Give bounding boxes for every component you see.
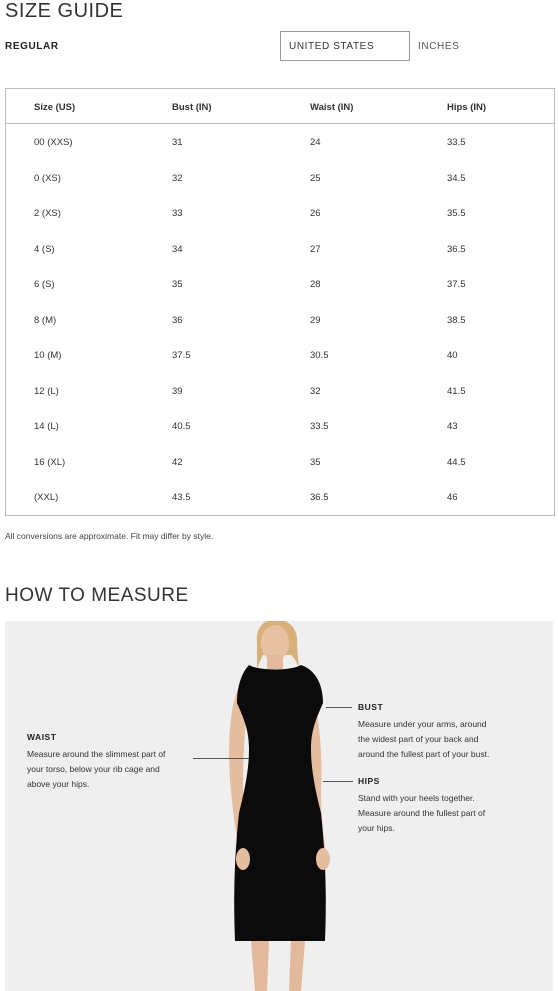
- cell-bust: 37.5: [172, 350, 191, 361]
- cell-size: 6 (S): [34, 279, 55, 290]
- cell-bust: 31: [172, 137, 183, 148]
- cell-hips: 36.5: [447, 243, 466, 255]
- cell-waist: 29: [310, 314, 321, 326]
- table-row: [6, 231, 554, 267]
- cell-size: 4 (S): [34, 243, 55, 255]
- cell-bust: 43.5: [172, 492, 191, 503]
- cell-waist: 24: [310, 137, 321, 148]
- hips-text: Stand with your heels together. Measure around the fullest part of your hips.: [358, 793, 486, 833]
- cell-size: 10 (M): [34, 350, 62, 361]
- cell-bust: 35: [172, 279, 183, 290]
- cell-size: 00 (XXS): [34, 137, 73, 148]
- region-select[interactable]: [280, 31, 410, 61]
- cell-waist: 27: [310, 243, 321, 255]
- cell-hips: 44.5: [447, 456, 466, 468]
- conversion-note: All conversions are approximate. Fit may differ by style.: [5, 531, 214, 541]
- waist-text: Measure around the slimmest part of your torso, below your rib cage and above your hips.: [27, 749, 166, 789]
- cell-bust: 39: [172, 385, 183, 397]
- cell-waist: 28: [310, 279, 321, 290]
- table-row: [6, 337, 554, 373]
- cell-hips: 40: [447, 350, 458, 361]
- fit-label: REGULAR: [5, 41, 59, 52]
- cell-size: (XXL): [34, 492, 59, 503]
- waist-pointer-line: [193, 758, 249, 759]
- table-header: [6, 89, 554, 124]
- page-title: SIZE GUIDE: [5, 0, 124, 22]
- size-table: [5, 88, 555, 516]
- cell-bust: 40.5: [172, 421, 191, 432]
- header-waist: Waist (IN): [310, 102, 354, 113]
- cell-size: 0 (XS): [34, 172, 61, 184]
- measure-panel: [5, 621, 553, 991]
- cell-waist: 25: [310, 172, 321, 184]
- table-row: [6, 373, 554, 409]
- table-row: [6, 160, 554, 196]
- measure-title: HOW TO MEASURE: [5, 585, 189, 606]
- cell-hips: 37.5: [447, 279, 466, 290]
- cell-size: 16 (XL): [34, 456, 66, 468]
- cell-bust: 34: [172, 243, 183, 255]
- bust-text: Measure under your arms, around the widest part of your back and around the fullest part of your bust.: [358, 719, 490, 759]
- cell-bust: 42: [172, 456, 183, 468]
- cell-size: 12 (L): [34, 385, 59, 397]
- table-row: [6, 266, 554, 302]
- header-size: Size (US): [34, 102, 76, 113]
- cell-waist: 32: [310, 385, 321, 397]
- cell-bust: 33: [172, 208, 183, 219]
- table-row: [6, 302, 554, 338]
- cell-hips: 33.5: [447, 137, 466, 148]
- cell-hips: 34.5: [447, 172, 466, 184]
- cell-size: 8 (M): [34, 314, 57, 326]
- cell-size: 14 (L): [34, 421, 59, 432]
- table-row: [6, 444, 554, 480]
- table-row: [6, 408, 554, 444]
- cell-bust: 32: [172, 172, 183, 184]
- cell-waist: 26: [310, 208, 321, 219]
- table-row: [6, 195, 554, 231]
- cell-hips: 38.5: [447, 314, 466, 326]
- cell-waist: 30.5: [310, 350, 329, 361]
- cell-hips: 43: [447, 421, 458, 432]
- hips-label: HIPS: [358, 776, 380, 786]
- cell-bust: 36: [172, 314, 183, 326]
- unit-toggle-inches[interactable]: INCHES: [418, 41, 460, 52]
- cell-waist: 36.5: [310, 492, 329, 503]
- waist-label: WAIST: [27, 732, 57, 742]
- cell-hips: 41.5: [447, 385, 466, 397]
- table-row: [6, 479, 554, 515]
- hips-pointer-line: [323, 781, 353, 782]
- header-bust: Bust (IN): [172, 102, 212, 113]
- cell-waist: 33.5: [310, 421, 329, 432]
- region-select-value: UNITED STATES: [289, 40, 375, 52]
- cell-waist: 35: [310, 456, 321, 468]
- header-hips: Hips (IN): [447, 102, 487, 113]
- bust-label: BUST: [358, 702, 384, 712]
- cell-hips: 46: [447, 492, 458, 503]
- table-row: [6, 124, 554, 160]
- cell-hips: 35.5: [447, 208, 466, 219]
- bust-pointer-line: [326, 707, 352, 708]
- cell-size: 2 (XS): [34, 208, 61, 219]
